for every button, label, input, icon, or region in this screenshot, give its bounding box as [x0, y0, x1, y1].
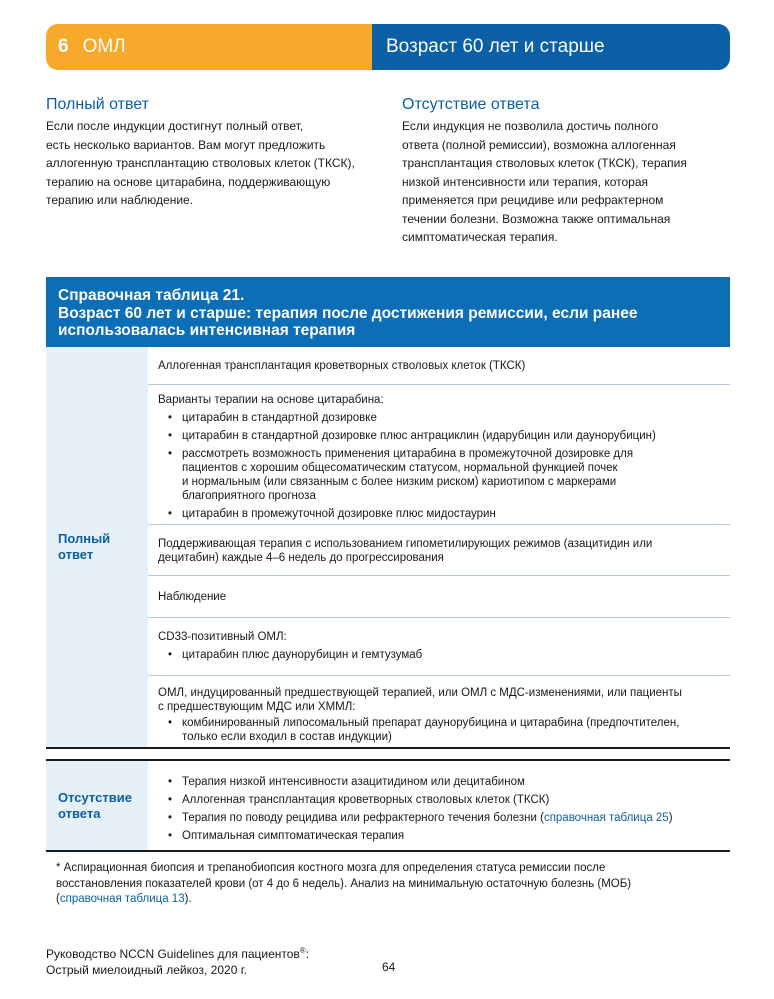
- complete-response-line: аллогенную трансплантацию стволовых клеток (ТКСК),: [46, 156, 355, 170]
- table-row: [148, 525, 730, 576]
- footnote: [56, 861, 706, 908]
- table-row: [148, 347, 730, 385]
- no-response-line: симптоматическая терапия.: [402, 230, 558, 244]
- footer-punct: :: [305, 947, 310, 961]
- table-group-no-response: [46, 759, 730, 852]
- group-label-no-response: [46, 761, 148, 850]
- footnote-line: * Аспирационная биопсия и трепанобиопсия костного мозга для определения статуса ремиссии после: [56, 862, 606, 874]
- table-title-line: Возраст 60 лет и старше: терапия после достижения ремиссии, если ранее: [58, 304, 638, 322]
- table-number: Справочная таблица 21.: [58, 287, 245, 304]
- list-item: [158, 447, 720, 503]
- row-intro-line: с предшествующим МДС или ХММЛ:: [158, 701, 356, 713]
- complete-response-line: терапию или наблюдение.: [46, 193, 194, 207]
- complete-response-section: [46, 96, 376, 210]
- no-response-section: [402, 96, 732, 247]
- page-footer: [46, 946, 309, 978]
- list-item: • цитарабин в промежуточной дозировке плюс мидостаурин: [158, 507, 720, 521]
- footer-line: Острый миелоидный лейкоз, 2020 г.: [46, 963, 247, 977]
- footnote-text: (: [56, 893, 60, 905]
- list-item: [158, 811, 720, 825]
- row-text-line: децитабин) каждые 4–6 недель до прогрессирования: [158, 552, 444, 564]
- chapter-tab: [46, 24, 372, 70]
- group-label-complete-response: [46, 347, 148, 747]
- row-text-line: Поддерживающая терапия с использованием гипометилирующих режимов (азацитидин или: [158, 538, 653, 550]
- group-label-line: ответа: [58, 805, 101, 821]
- no-response-line: трансплантация стволовых клеток (ТКСК), терапия: [402, 156, 687, 170]
- no-response-title: Отсутствие ответа: [402, 96, 540, 113]
- registered-mark: ®: [299, 946, 306, 955]
- table-title-line: использовалась интенсивная терапия: [58, 322, 356, 339]
- table-row: [148, 618, 730, 676]
- guide-name: Руководство NCCN Guidelines для пациентов: [46, 947, 300, 961]
- group-label-line: Отсутствие: [58, 789, 132, 805]
- complete-response-line: терапию на основе цитарабина, поддерживающую: [46, 174, 331, 189]
- list-item-line: только если входил в состав индукции): [182, 731, 392, 743]
- footnote-line: восстановления показателей крови (от 4 до 6 недель). Анализ на минимальную остаточную болезнь (МОБ): [56, 877, 632, 890]
- section-title: Возраст 60 лет и старше: [386, 36, 605, 57]
- list-item-text: Терапия по поводу рецидива или рефрактерного течения болезни (: [182, 812, 544, 824]
- no-response-line: течении болезни. Возможна также оптимальная: [402, 211, 671, 226]
- reference-table-header: [46, 277, 730, 347]
- list-item-line: благоприятного прогноза: [182, 490, 316, 502]
- table-row: [148, 385, 730, 525]
- group-rows: [148, 761, 730, 850]
- list-item: • Аллогенная трансплантация кроветворных стволовых клеток (ТКСК): [158, 793, 720, 807]
- list-item: [158, 716, 720, 744]
- complete-response-line: есть несколько вариантов. Вам могут предложить: [46, 137, 326, 152]
- table-group-complete-response: [46, 347, 730, 749]
- chapter-number: 6: [58, 36, 69, 57]
- chapter-header: [46, 24, 730, 70]
- group-rows: [148, 347, 730, 747]
- list-item: • Оптимальная симптоматическая терапия: [158, 829, 720, 843]
- no-response-line: низкой интенсивности или терапия, которая: [402, 174, 648, 189]
- footnote-line: [56, 892, 706, 908]
- row-intro: Варианты терапии на основе цитарабина:: [158, 394, 384, 406]
- page-number: 64: [382, 960, 396, 974]
- complete-response-title: Полный ответ: [46, 96, 149, 113]
- footnote-text: ).: [184, 893, 192, 905]
- table-row: [148, 761, 730, 852]
- list-item: • цитарабин в стандартной дозировке плюс антрациклин (идарубицин или даунорубицин): [158, 429, 720, 443]
- group-label-line: Полный: [58, 531, 111, 546]
- table-row: [148, 576, 730, 618]
- complete-response-line: Если после индукции достигнут полный ответ,: [46, 119, 304, 133]
- row-intro: CD33-позитивный ОМЛ:: [158, 631, 287, 643]
- no-response-line: ответа (полной ремиссии), возможна аллогенная: [402, 137, 676, 152]
- list-item-line: пациентов с хорошим общесоматическим статусом, нормальной функцией почек: [182, 462, 618, 474]
- list-item-line: и нормальным (или связанным с более низким риском) кариотипом с маркерами: [182, 476, 617, 488]
- row-text: Аллогенная трансплантация кроветворных стволовых клеток (ТКСК): [158, 360, 526, 372]
- group-label-line: ответ: [58, 547, 94, 562]
- section-title-bar: [372, 24, 730, 70]
- no-response-line: применяется при рецидиве или рефрактерном: [402, 193, 664, 207]
- reference-table-25-link[interactable]: справочная таблица 25: [543, 812, 669, 824]
- row-text: Наблюдение: [158, 591, 227, 603]
- list-item: • цитарабин плюс даунорубицин и гемтузумаб: [158, 648, 720, 662]
- list-item-line: • комбинированный липосомальный препарат даунорубицина и цитарабина (предпочтителен,: [182, 717, 680, 729]
- list-item-text: ): [668, 812, 673, 824]
- reference-table-13-link[interactable]: справочная таблица 13: [59, 893, 185, 905]
- chapter-title: ОМЛ: [82, 36, 126, 57]
- table-row: [148, 676, 730, 747]
- no-response-line: Если индукция не позволила достичь полного: [402, 119, 659, 133]
- list-item-line: • рассмотреть возможность применения цитарабина в промежуточной дозировке для: [182, 448, 634, 460]
- list-item: • Терапия низкой интенсивности азацитидином или децитабином: [158, 775, 720, 789]
- footer-line: [46, 946, 309, 962]
- list-item: • цитарабин в стандартной дозировке: [158, 411, 720, 425]
- row-intro-line: ОМЛ, индуцированный предшествующей терапией, или ОМЛ с МДС-изменениями, или пациенты: [158, 687, 682, 699]
